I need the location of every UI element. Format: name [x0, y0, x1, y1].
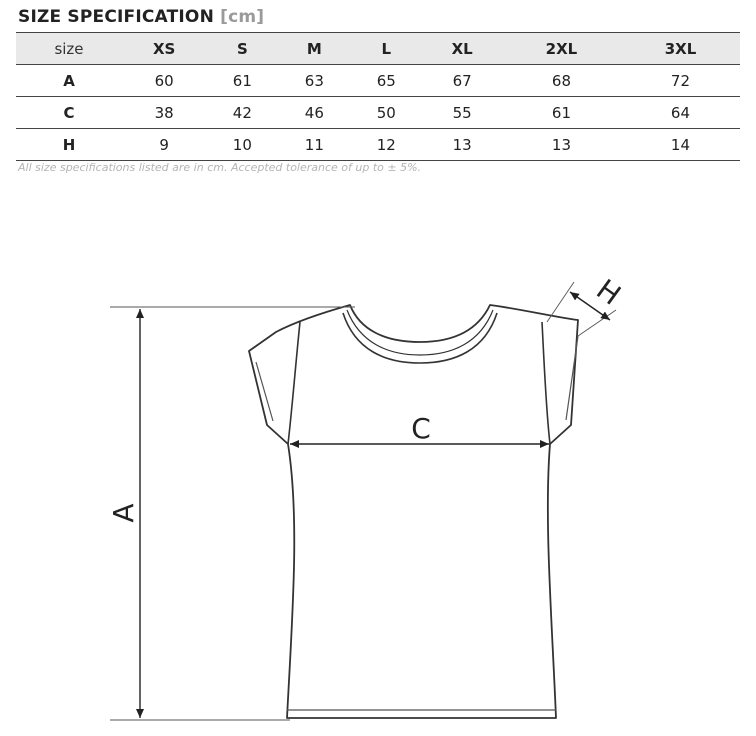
table-corner-label: size — [16, 33, 122, 65]
table-cell: 12 — [350, 129, 422, 161]
size-header: M — [278, 33, 350, 65]
table-cell: 65 — [350, 65, 422, 97]
tolerance-note: All size specifications listed are in cm. Accepted tolerance of up to ± 5%. — [18, 161, 422, 174]
table-cell: 68 — [502, 65, 621, 97]
size-header: 3XL — [621, 33, 740, 65]
table-cell: 61 — [502, 97, 621, 129]
dimension-h-label: H — [590, 272, 627, 312]
dimension-c-label: C — [411, 412, 431, 445]
size-header: XS — [122, 33, 206, 65]
dimension-h-guide-1 — [547, 282, 574, 322]
table-cell: 55 — [422, 97, 502, 129]
title-unit: [cm] — [220, 7, 265, 27]
row-label: H — [16, 129, 122, 161]
tshirt-outline — [249, 305, 578, 718]
table-cell: 11 — [278, 129, 350, 161]
table-cell: 38 — [122, 97, 206, 129]
table-cell: 10 — [206, 129, 278, 161]
table-cell: 42 — [206, 97, 278, 129]
table-cell: 9 — [122, 129, 206, 161]
table-cell: 61 — [206, 65, 278, 97]
size-header: S — [206, 33, 278, 65]
table-cell: 67 — [422, 65, 502, 97]
table-cell: 13 — [502, 129, 621, 161]
title-main: SIZE SPECIFICATION — [18, 7, 214, 27]
row-label: A — [16, 65, 122, 97]
dimension-h-guide-2 — [578, 310, 616, 336]
size-header: L — [350, 33, 422, 65]
table-cell: 64 — [621, 97, 740, 129]
table-cell: 63 — [278, 65, 350, 97]
size-header: XL — [422, 33, 502, 65]
table-cell: 50 — [350, 97, 422, 129]
table-cell: 72 — [621, 65, 740, 97]
size-header: 2XL — [502, 33, 621, 65]
row-label: C — [16, 97, 122, 129]
table-cell: 14 — [621, 129, 740, 161]
table-cell: 60 — [122, 65, 206, 97]
dimension-a-label: A — [107, 503, 140, 523]
table-cell: 46 — [278, 97, 350, 129]
table-cell: 13 — [422, 129, 502, 161]
